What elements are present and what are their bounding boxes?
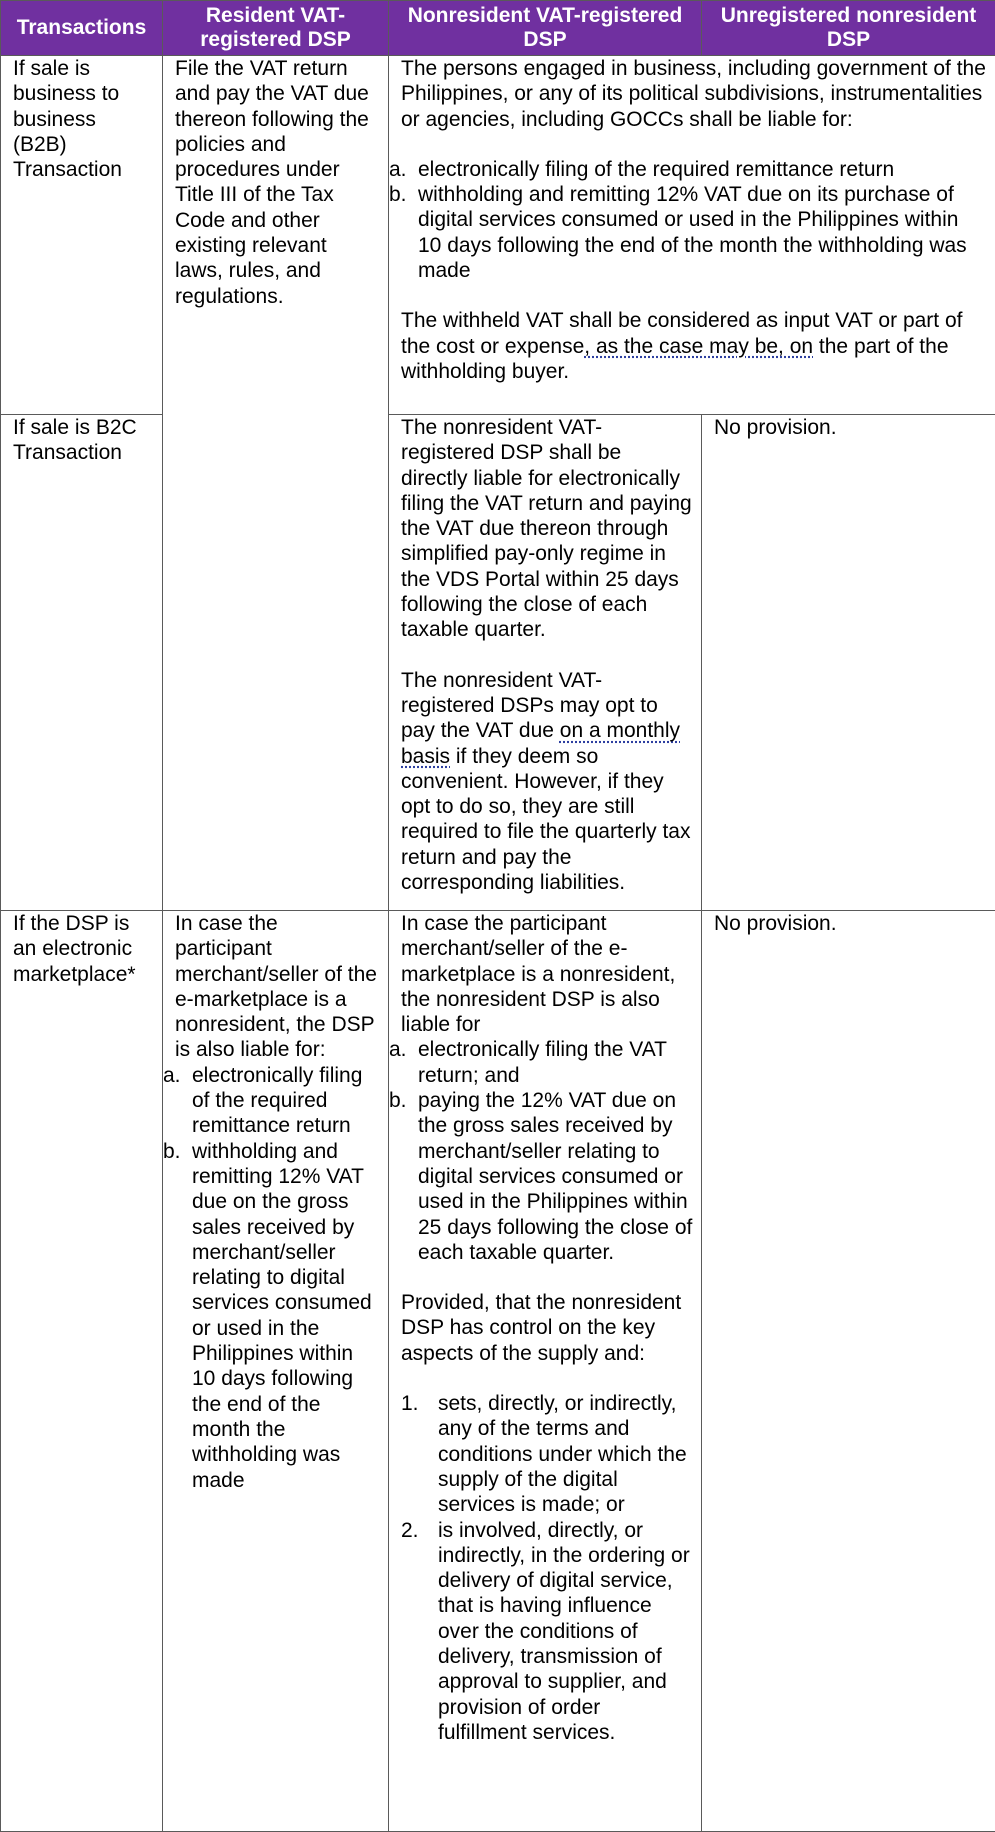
- b2c-nonresident-paragraph-1: The nonresident VAT-registered DSP shall be directly liable for electronically filing the VAT return and paying the VAT due thereon through simplified pay-only regime in the VDS Portal within 25 days following the close of each taxable quarter.: [401, 416, 692, 642]
- monthly-basis-marked-phrase: on a monthly basis: [401, 719, 681, 768]
- list-marker: a.: [389, 157, 407, 181]
- provided-clause: Provided, that the nonresident DSP has control on the key aspects of the supply and:: [401, 1291, 682, 1365]
- list-item: [163, 1063, 380, 1139]
- list-item-text: paying the 12% VAT due on the gross sales received by merchant/seller relating to digital services consumed or used in the Philippines within 25 days following the close of each taxable quarter.: [418, 1089, 693, 1264]
- marketplace-nonresident-list: [389, 1037, 693, 1265]
- marketplace-resident-list: [163, 1063, 380, 1493]
- resident-b2b-text: File the VAT return and pay the VAT due thereon following the policies and procedures under Title III of the Tax Code and other existing relevant laws, rules, and regulations.: [175, 57, 369, 308]
- list-marker: b.: [389, 183, 407, 207]
- header-resident-vat-registered-dsp: Resident VAT-registered DSP: [163, 1, 389, 56]
- cell-marketplace-unregistered: [702, 911, 995, 1832]
- list-item: [389, 157, 987, 182]
- list-marker: b.: [389, 1089, 407, 1113]
- marketplace-resident-intro: In case the participant merchant/seller of the e-marketplace is a nonresident, the DSP is also liable for:: [175, 912, 377, 1062]
- cell-marketplace-nonresident: [389, 911, 702, 1832]
- cell-b2c-nonresident: [389, 415, 702, 911]
- table-row-b2c: [1, 415, 995, 911]
- table-row-b2b: [1, 56, 995, 415]
- table-header-row: [1, 1, 995, 56]
- b2c-transaction-label: If sale is B2C Transaction: [13, 416, 137, 465]
- b2b-intro-text: The persons engaged in business, including government of the Philippines, or any of its political subdivisions, instrumentalities or agencies, including GOCCs shall be liable for:: [401, 57, 986, 131]
- header-transactions: Transactions: [1, 1, 163, 56]
- header-nonresident-vat-registered-dsp: Nonresident VAT-registered DSP: [389, 1, 702, 56]
- withheld-vat-text: The withheld VAT shall be considered as input VAT or part of the cost or expense, as the case may be, on the part of the withholding buyer.: [401, 309, 963, 383]
- cell-b2b-nonresident-unregistered: [389, 56, 995, 415]
- cell-resident-b2b-b2c: [163, 56, 389, 911]
- list-marker: a.: [389, 1038, 407, 1062]
- list-marker: 1.: [401, 1392, 419, 1416]
- b2c-nonresident-paragraph-2: The nonresident VAT-registered DSPs may opt to pay the VAT due on a monthly basis if they deem so convenient. However, if they opt to do so, they are still required to file the quarterly tax return and pay the corresponding liabilities.: [401, 668, 691, 895]
- list-marker: b.: [163, 1139, 181, 1163]
- list-item-text: withholding and remitting 12% VAT due on its purchase of digital services consumed or used in the Philippines within 10 days following the end of the month the withholding was made: [418, 183, 967, 283]
- b2b-obligations-list: [389, 157, 987, 283]
- cell-marketplace-resident: [163, 911, 389, 1832]
- list-item: [389, 1518, 693, 1746]
- list-item-text: is involved, directly, or indirectly, in the ordering or delivery of digital service, that is having influence over the conditions of delivery, transmission of approval to supplier, and provision of order fulfillment services.: [438, 1518, 690, 1744]
- cell-b2c-transaction: [1, 415, 163, 911]
- list-marker: 2.: [401, 1518, 419, 1542]
- list-item-text: withholding and remitting 12% VAT due on the gross sales received by merchant/seller relating to digital services consumed or used in the Philippines within 10 days following the end of the month the withholding was made: [192, 1139, 372, 1492]
- b2b-transaction-label: If sale is business to business (B2B) Transaction: [13, 57, 122, 182]
- b2c-unregistered-text: No provision.: [714, 416, 837, 439]
- withheld-vat-marked-phrase: , as the case may be, on: [584, 334, 814, 358]
- list-item-text: sets, directly, or indirectly, any of the terms and conditions under which the supply of the digital services is made; or: [438, 1392, 687, 1517]
- list-item-text: electronically filing the VAT return; and: [418, 1038, 667, 1087]
- marketplace-nonresident-intro: In case the participant merchant/seller of the e-marketplace is a nonresident, the nonresident DSP is also liable for: [401, 912, 676, 1037]
- marketplace-unregistered-text: No provision.: [714, 912, 837, 935]
- list-item: [389, 1391, 693, 1517]
- marketplace-transaction-label: If the DSP is an electronic marketplace*: [13, 912, 136, 986]
- list-item: [389, 1037, 693, 1088]
- cell-b2b-transaction: [1, 56, 163, 415]
- cell-b2c-unregistered: [702, 415, 995, 911]
- list-item: [389, 1088, 693, 1265]
- marketplace-conditions-list: [389, 1391, 693, 1745]
- table-row-marketplace: [1, 911, 995, 1832]
- cell-marketplace-transaction: [1, 911, 163, 1832]
- list-item-text: electronically filing of the required remittance return: [418, 157, 895, 181]
- list-item: [163, 1139, 380, 1493]
- list-item-text: electronically filing of the required remittance return: [192, 1063, 363, 1138]
- list-marker: a.: [163, 1063, 181, 1087]
- list-item: [389, 182, 987, 283]
- header-unregistered-nonresident-dsp: Unregistered nonresident DSP: [702, 1, 995, 56]
